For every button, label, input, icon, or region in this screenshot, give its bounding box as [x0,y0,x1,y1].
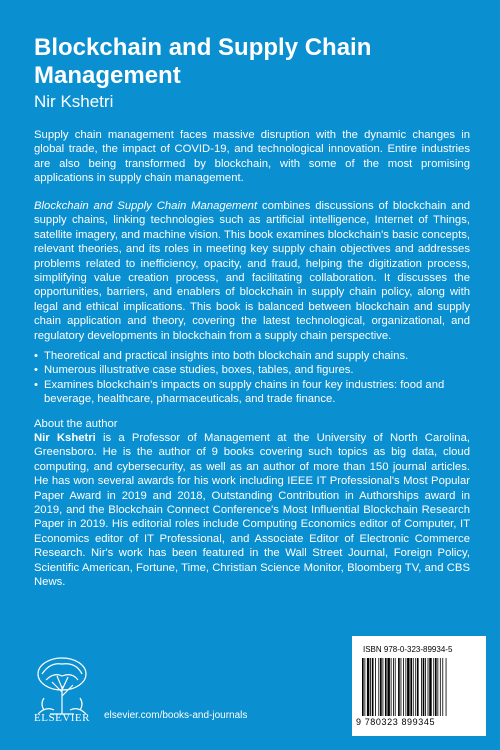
isbn-label: ISBN 978-0-323-89934-5 [363,645,453,654]
barcode-bar [367,658,369,716]
barcode-bar [415,658,416,716]
barcode-number: 9 780323 899345 [356,717,436,727]
barcode-bar [442,658,443,716]
list-item [34,378,470,407]
barcode-bar [398,658,400,716]
barcode-graphic [360,658,478,716]
author-name: Nir Kshetri [34,92,114,111]
barcode-bar [410,658,412,716]
publisher-name: ELSEVIER [34,712,90,724]
barcode-bar [405,658,406,716]
about-heading: About the author [34,418,118,430]
barcode-bar [362,658,364,716]
barcode-bar [378,658,379,716]
barcode-bar [391,658,392,716]
barcode-bar [370,658,371,716]
book-title: Blockchain and Supply Chain Management [34,34,372,89]
about-paragraph [34,431,470,589]
barcode-bar [446,658,447,716]
about-author-name: Nir Kshetri [34,432,96,444]
barcode-bar [423,658,425,716]
barcode-bar [435,658,437,716]
barcode-bar [407,658,409,716]
publisher-website: elsevier.com/books-and-journals [104,710,248,721]
list-item [34,349,470,363]
barcode-bar [393,658,394,716]
barcode-panel [352,636,486,736]
barcode-bar [433,658,434,716]
barcode-bar [403,658,404,716]
barcode-bar [372,658,374,716]
elsevier-tree-logo [32,652,92,720]
list-item-text: Numerous illustrative case studies, boxes, tables, and figures. [44,364,354,377]
bullet-icon: • [34,350,38,362]
about-text: is a Professor of Management at the University of North Carolina, Greensboro. He is the author of 9 books covering such topics as big data, cloud computing, and cybersecurity, as well as an author of more than 150 journal articles. He has won several awards for his work including IEEE IT Professional's Most Popular Paper Award in 2019 and 2018, Outstanding Contribution in Authorships award in 2019, and the Blockchain Connect Conference's Most Influential Blockchain Research Paper in 2019. His editorial roles include Computing Economics editor of Computer, IT Economics editor of IT Professional, and Associate Editor of Electronic Commerce Research. Nir's work has been featured in the Wall Street Journal, Foreign Policy, Scientific American, Fortune, Time, Christian Science Monitor, Bloomberg TV, and CBS News. [34,432,470,589]
list-item [34,363,470,377]
bullet-icon: • [34,364,38,377]
barcode-bar [413,658,414,716]
barcode-bar [364,658,365,716]
description-book-title: Blockchain and Supply Chain Management [34,200,258,212]
barcode-bar [425,658,426,716]
list-item-text: Examines blockchain's impacts on supply chains in four key industries: food and beverage, healthcare, pharmaceuticals, and trade finance. [44,378,445,406]
barcode-bar [380,658,382,716]
description-text: combines discussions of blockchain and supply chains, linking technologies such as artificial intelligence, Internet of Things, satellite imagery, and machine vision. This book examines blockchain's basic concepts, relevant theories, and its roles in meeting key supply chain objectives and addresses problems related to inefficiency, opacity, and fraud, helping the digitization process, simplifying value creation process, and facilitating collaboration. It discusses the opportunities, barriers, and enablers of blockchain in supply chain policy, along with legal and ethical implications. This book is balanced between blockchain and supply chain application and theory, covering the latest technological, organizational, and regulatory developments in blockchain from a supply chain perspective. [34,200,470,342]
barcode-bar [387,658,389,716]
barcode-bar [375,658,376,716]
intro-paragraph: Supply chain management faces massive disruption with the dynamic changes in global trade, the impact of COVID-19, and technological innovation. Entire industries are also being transformed by blockchain, with some of the most promising applications in supply chain management. [34,129,470,185]
bullet-icon: • [34,378,38,391]
barcode-bar [417,658,419,716]
description-paragraph [34,199,470,343]
barcode-bar [395,658,396,716]
barcode-bar [429,658,431,716]
list-item-text: Theoretical and practical insights into both blockchain and supply chains. [44,350,409,362]
barcode-bar [383,658,384,716]
feature-list [34,349,470,407]
barcode-bar [428,658,429,716]
barcode-bar [385,658,387,716]
barcode-bar [421,658,422,716]
barcode-bar [437,658,438,716]
barcode-bar [401,658,402,716]
barcode-bar [440,658,441,716]
